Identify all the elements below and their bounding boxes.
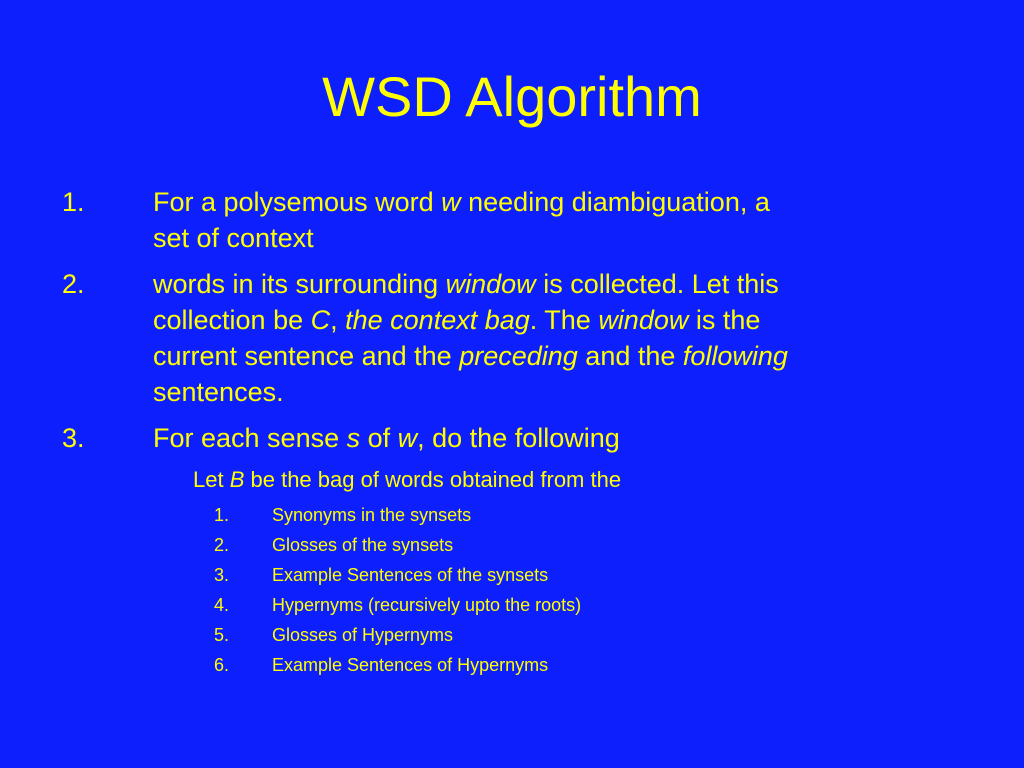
italic-span: C xyxy=(310,305,331,335)
list-item-text-line xyxy=(153,184,973,220)
italic-span: w xyxy=(397,423,418,453)
sub-list-number: 2. xyxy=(214,535,230,555)
list-item-number: 3. xyxy=(62,423,85,453)
italic-span: preceding xyxy=(459,341,578,371)
sub-list-number: 3. xyxy=(214,565,230,585)
text-span: is collected. Let this xyxy=(535,269,779,299)
sub-list-text: Glosses of the synsets xyxy=(272,535,454,555)
text-span: , xyxy=(330,305,346,335)
text-span: Let xyxy=(193,467,230,492)
italic-span: the context bag xyxy=(345,305,530,335)
sub-intro xyxy=(193,465,621,495)
sub-list-text: Example Sentences of the synsets xyxy=(272,565,549,585)
text-span: . The xyxy=(529,305,599,335)
italic-span: B xyxy=(229,467,245,492)
sub-list-number: 4. xyxy=(214,595,230,615)
list-item-text-line xyxy=(153,266,973,302)
text-span: is the xyxy=(688,305,761,335)
list-item-text-line: set of context xyxy=(153,223,314,253)
list-item-text-line: sentences. xyxy=(153,377,284,407)
text-span: words in its surrounding xyxy=(153,269,446,299)
text-span: For each sense xyxy=(153,423,347,453)
slide-title: WSD Algorithm xyxy=(322,65,702,128)
list-item-number: 2. xyxy=(62,269,85,299)
text-span: be the bag of words obtained from the xyxy=(244,467,622,492)
sub-list-text: Hypernyms (recursively upto the roots) xyxy=(272,595,582,615)
italic-span: s xyxy=(346,423,361,453)
text-span: and the xyxy=(577,341,683,371)
text-span: needing diambiguation, a xyxy=(460,187,770,217)
sub-list-number: 5. xyxy=(214,625,230,645)
sub-list-number: 1. xyxy=(214,505,230,525)
list-item-text-line xyxy=(153,420,973,456)
text-span: collection be xyxy=(153,305,311,335)
sub-list-number: 6. xyxy=(214,655,230,675)
sub-list-text: Glosses of Hypernyms xyxy=(272,625,454,645)
sub-list-text: Example Sentences of Hypernyms xyxy=(272,655,549,675)
list-item-number: 1. xyxy=(62,187,85,217)
list-item-text-line xyxy=(153,302,973,338)
italic-span: window xyxy=(445,269,536,299)
text-span: current sentence and the xyxy=(153,341,460,371)
italic-span: following xyxy=(682,341,788,371)
italic-span: window xyxy=(598,305,689,335)
text-span: , do the following xyxy=(417,423,620,453)
sub-list-text: Synonyms in the synsets xyxy=(272,505,472,525)
text-span: of xyxy=(360,423,398,453)
text-span: For a polysemous word xyxy=(153,187,442,217)
list-item-text-line xyxy=(153,338,973,374)
italic-span: w xyxy=(441,187,461,217)
